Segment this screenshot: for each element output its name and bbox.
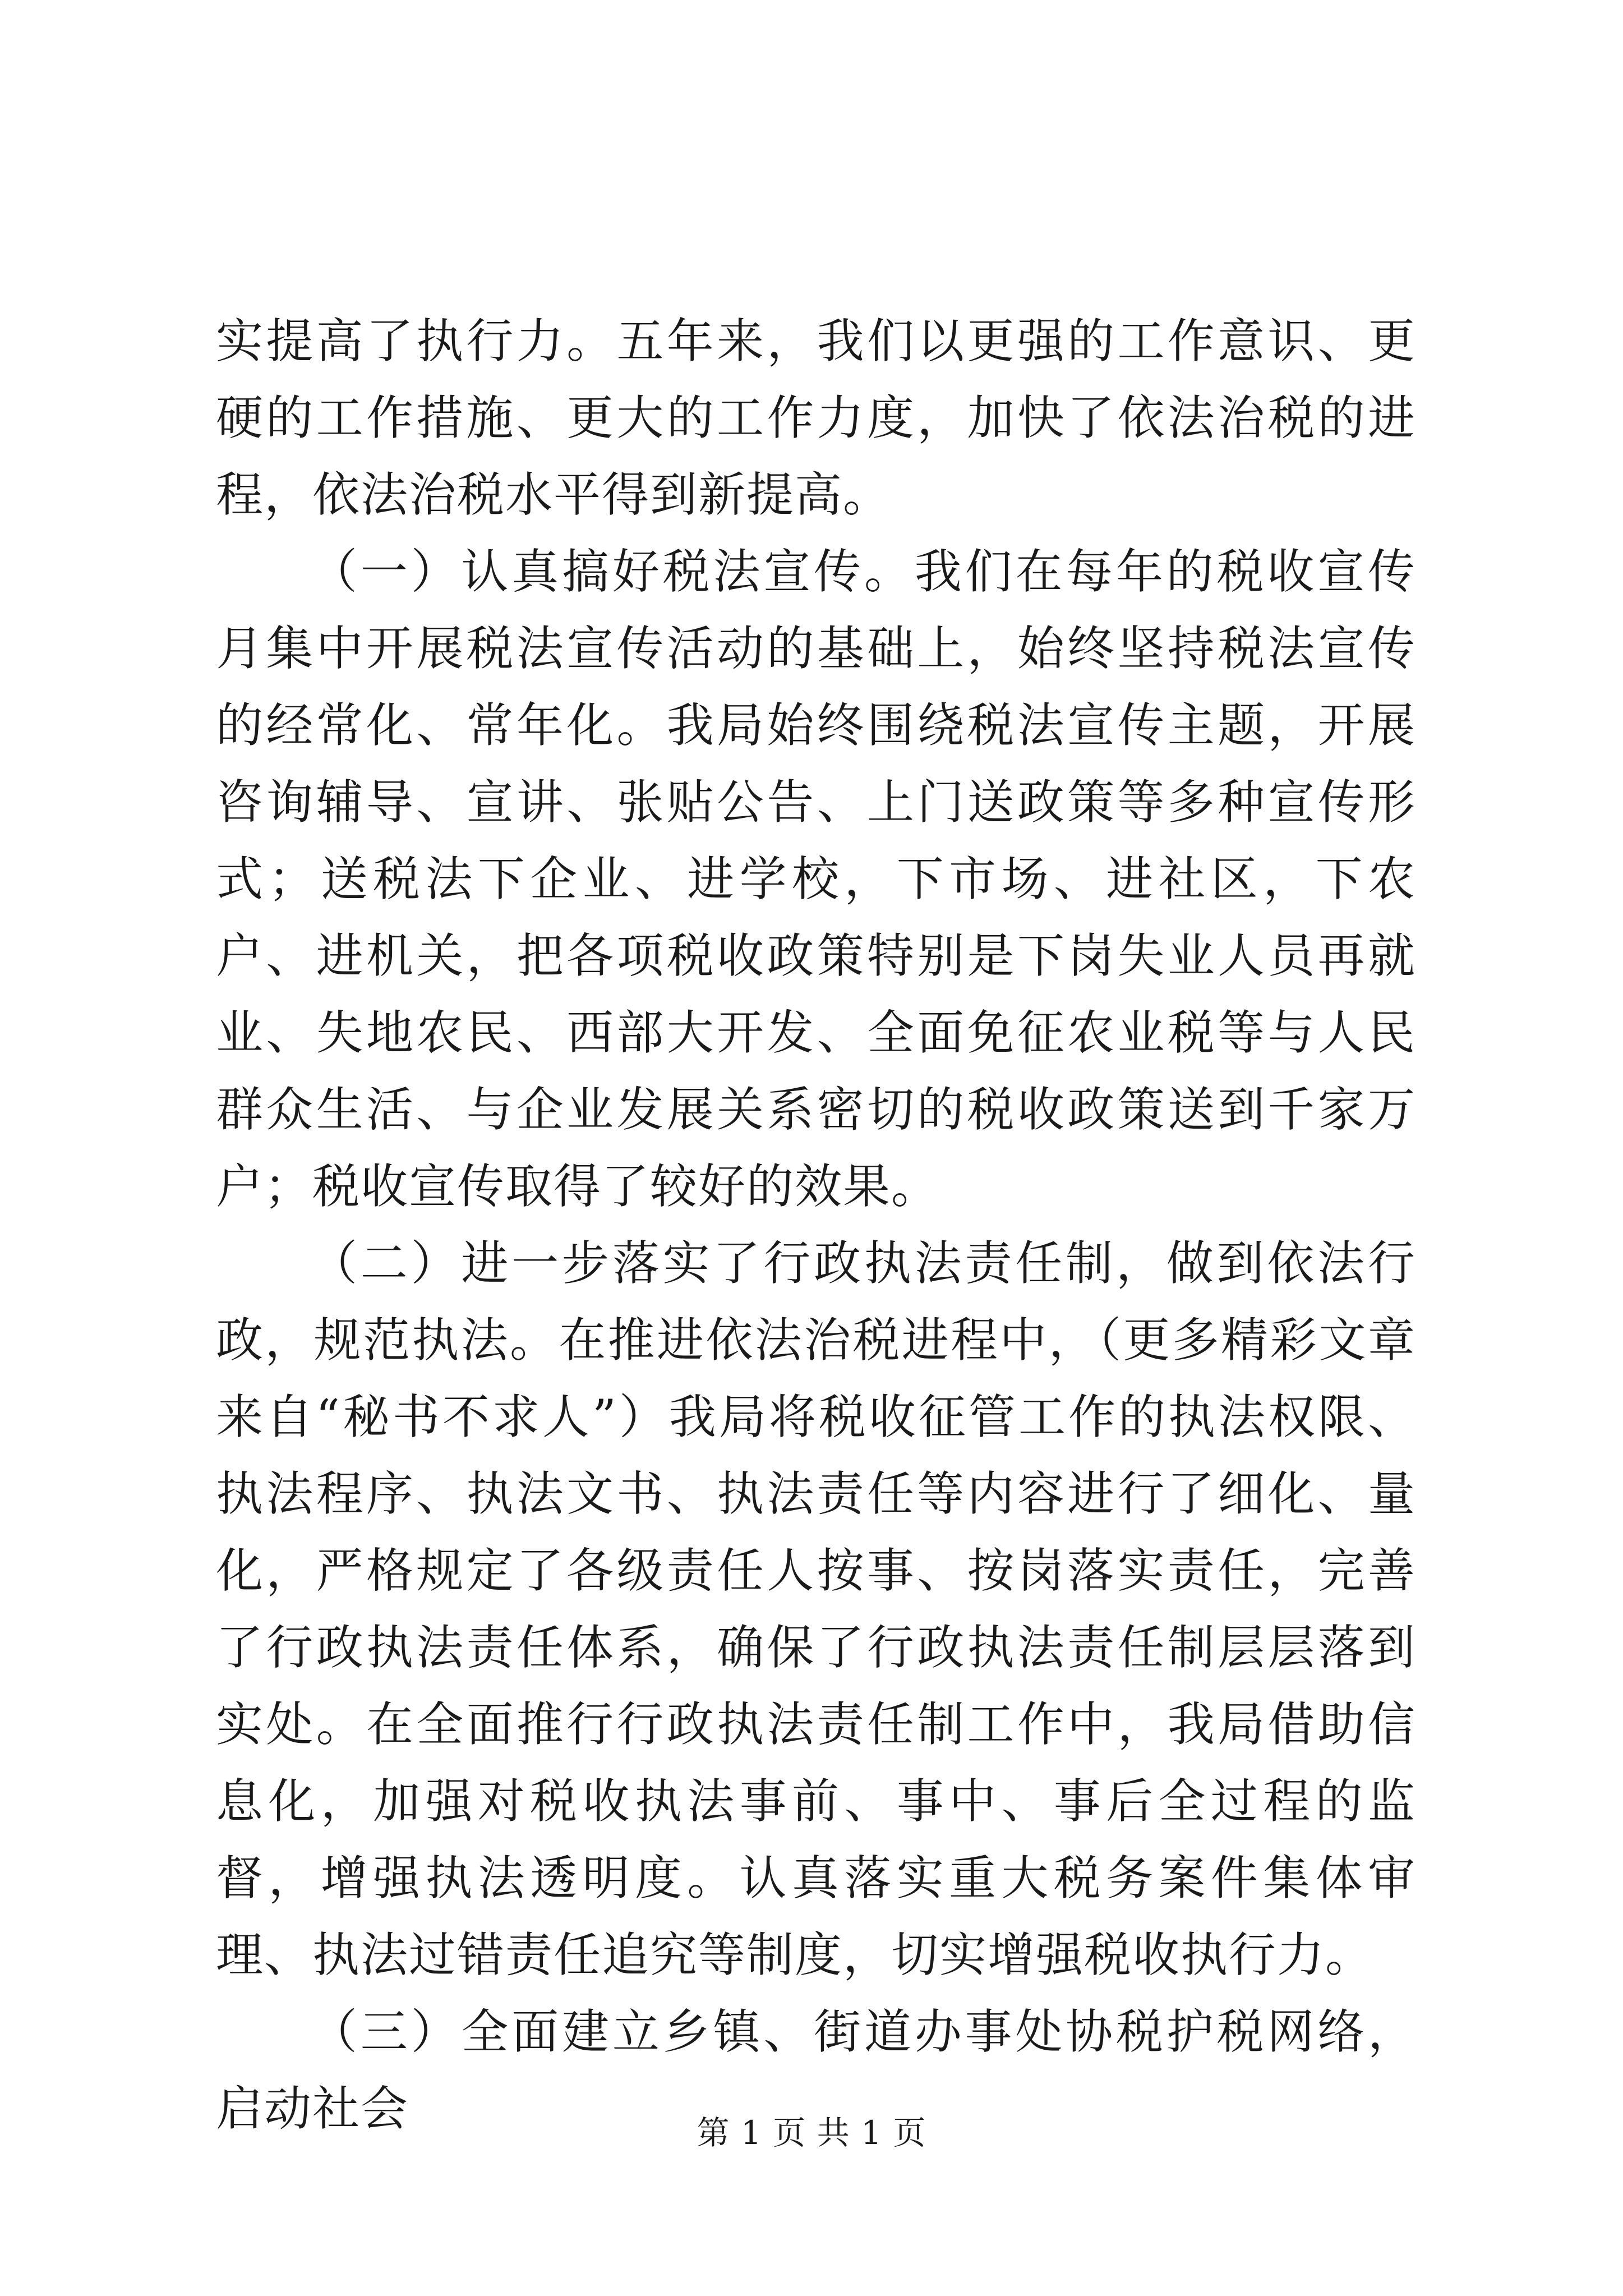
paragraph-continuation: 实提高了执行力。五年来，我们以更强的工作意识、更硬的工作措施、更大的工作力度，加快了依法治税的进程，依法治税水平得到新提高。	[216, 314, 1416, 522]
paragraph-tax-law-publicity: （一）认真搞好税法宣传。我们在每年的税收宣传月集中开展税法宣传活动的基础上，始终坚持税法宣传的经常化、常年化。我局始终围绕税法宣传主题，开展咨询辅导、宣讲、张贴公告、上门送政策等多种宣传形式；送税法下企业、进学校，下市场、进社区，下农户、进机关，把各项税收政策特别是下岗失业人员再就业、失地农民、西部大开发、全面免征农业税等与人民群众生活、与企业发展关系密切的税收政策送到千家万户；税收宣传取得了较好的效果。	[216, 544, 1416, 1214]
document-body	[216, 303, 1416, 2147]
paragraph-tax-network: （三）全面建立乡镇、街道办事处协税护税网络，启动社会	[216, 2004, 1416, 2136]
page-footer: 第 1 页 共 1 页	[697, 2114, 926, 2152]
paragraph-enforcement-responsibility: （二）进一步落实了行政执法责任制，做到依法行政，规范执法。在推进依法治税进程中，（更多精彩文章来自“秘书不求人”）我局将税收征管工作的执法权限、执法程序、执法文书、执法责任等内容进行了细化、量化，严格规定了各级责任人按事、按岗落实责任，完善了行政执法责任体系，确保了行政执法责任制层层落到实处。在全面推行行政执法责任制工作中，我局借助信息化，加强对税收执法事前、事中、事后全过程的监督，增强执法透明度。认真落实重大税务案件集体审理、执法过错责任追究等制度，切实增强税收执行力。	[216, 1236, 1416, 1982]
